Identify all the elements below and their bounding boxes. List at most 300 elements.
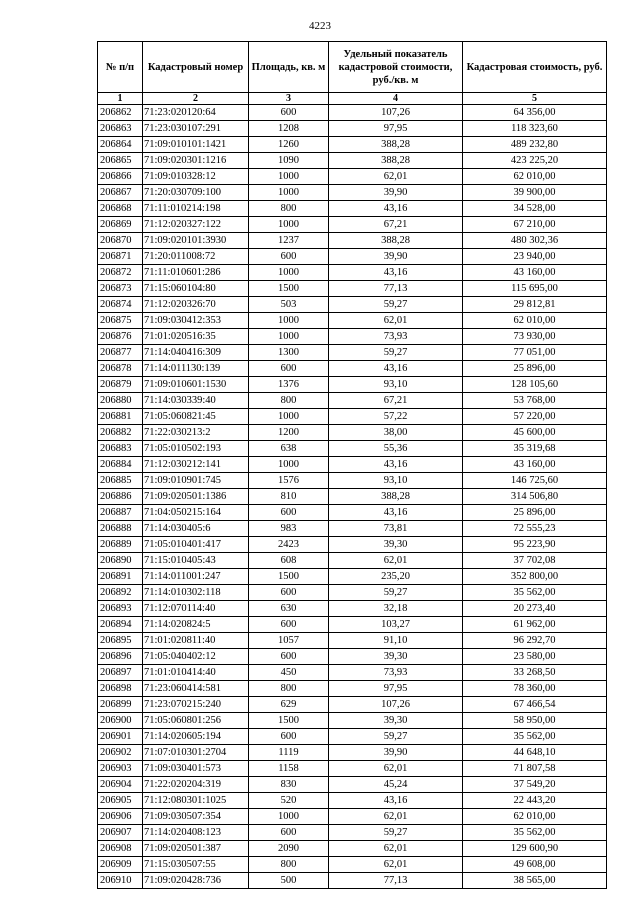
row-number-cell: 206881	[98, 409, 143, 425]
table-header-row	[98, 42, 607, 93]
area-cell: 830	[249, 777, 329, 793]
specific-value-cell: 388,28	[329, 153, 463, 169]
area-cell: 1000	[249, 169, 329, 185]
row-number-cell: 206904	[98, 777, 143, 793]
table-row	[98, 313, 607, 329]
cadastral-cost-cell: 146 725,60	[463, 473, 607, 489]
specific-value-cell: 45,24	[329, 777, 463, 793]
table-row	[98, 105, 607, 121]
cadastral-number-cell: 71:14:030405:6	[143, 521, 249, 537]
table-row	[98, 521, 607, 537]
cadastral-number-cell: 71:09:030401:573	[143, 761, 249, 777]
area-cell: 800	[249, 393, 329, 409]
table-row	[98, 345, 607, 361]
table-row	[98, 265, 607, 281]
table-row	[98, 457, 607, 473]
specific-value-cell: 43,16	[329, 265, 463, 281]
table-row	[98, 601, 607, 617]
cadastral-number-cell: 71:12:070114:40	[143, 601, 249, 617]
area-cell: 1300	[249, 345, 329, 361]
cadastral-cost-cell: 20 273,40	[463, 601, 607, 617]
cadastral-number-cell: 71:07:010301:2704	[143, 745, 249, 761]
row-number-cell: 206897	[98, 665, 143, 681]
cadastral-number-cell: 71:04:050215:164	[143, 505, 249, 521]
specific-value-cell: 57,22	[329, 409, 463, 425]
row-number-cell: 206887	[98, 505, 143, 521]
cadastral-number-cell: 71:23:060414:581	[143, 681, 249, 697]
area-cell: 1237	[249, 233, 329, 249]
cadastral-number-cell: 71:14:040416:309	[143, 345, 249, 361]
cadastral-cost-cell: 64 356,00	[463, 105, 607, 121]
area-cell: 600	[249, 729, 329, 745]
area-cell: 629	[249, 697, 329, 713]
area-cell: 1000	[249, 217, 329, 233]
specific-value-cell: 388,28	[329, 489, 463, 505]
row-number-cell: 206868	[98, 201, 143, 217]
area-cell: 983	[249, 521, 329, 537]
cadastral-number-cell: 71:14:010302:118	[143, 585, 249, 601]
cadastral-cost-cell: 118 323,60	[463, 121, 607, 137]
cadastral-number-cell: 71:09:010328:12	[143, 169, 249, 185]
area-cell: 800	[249, 681, 329, 697]
cadastral-cost-cell: 95 223,90	[463, 537, 607, 553]
cadastral-number-cell: 71:05:060801:256	[143, 713, 249, 729]
cadastral-cost-cell: 489 232,80	[463, 137, 607, 153]
specific-value-cell: 59,27	[329, 729, 463, 745]
cadastral-number-cell: 71:14:030339:40	[143, 393, 249, 409]
row-number-cell: 206870	[98, 233, 143, 249]
cadastral-cost-cell: 67 466,54	[463, 697, 607, 713]
table-row	[98, 553, 607, 569]
table-row	[98, 697, 607, 713]
table-row	[98, 505, 607, 521]
header-cadastral-cost: Кадастровая стоимость, руб.	[463, 42, 607, 93]
cadastral-number-cell: 71:15:060104:80	[143, 281, 249, 297]
area-cell: 1057	[249, 633, 329, 649]
cadastral-number-cell: 71:01:010414:40	[143, 665, 249, 681]
row-number-cell: 206889	[98, 537, 143, 553]
cadastral-number-cell: 71:11:010214:198	[143, 201, 249, 217]
cadastral-number-cell: 71:23:030107:291	[143, 121, 249, 137]
table-row	[98, 169, 607, 185]
row-number-cell: 206865	[98, 153, 143, 169]
area-cell: 600	[249, 249, 329, 265]
specific-value-cell: 59,27	[329, 297, 463, 313]
cadastral-cost-cell: 22 443,20	[463, 793, 607, 809]
column-index: 1	[98, 93, 143, 105]
table-row	[98, 185, 607, 201]
cadastral-cost-cell: 34 528,00	[463, 201, 607, 217]
cadastral-number-cell: 71:09:020428:736	[143, 873, 249, 889]
table-row	[98, 409, 607, 425]
area-cell: 2423	[249, 537, 329, 553]
header-row-number: № п/п	[98, 42, 143, 93]
row-number-cell: 206888	[98, 521, 143, 537]
area-cell: 638	[249, 441, 329, 457]
row-number-cell: 206871	[98, 249, 143, 265]
table-row	[98, 249, 607, 265]
row-number-cell: 206867	[98, 185, 143, 201]
specific-value-cell: 67,21	[329, 393, 463, 409]
cadastral-cost-cell: 35 562,00	[463, 585, 607, 601]
row-number-cell: 206906	[98, 809, 143, 825]
specific-value-cell: 103,27	[329, 617, 463, 633]
specific-value-cell: 388,28	[329, 137, 463, 153]
column-index: 4	[329, 93, 463, 105]
cadastral-number-cell: 71:22:020204:319	[143, 777, 249, 793]
area-cell: 1000	[249, 457, 329, 473]
cadastral-cost-cell: 62 010,00	[463, 169, 607, 185]
area-cell: 2090	[249, 841, 329, 857]
table-row	[98, 393, 607, 409]
row-number-cell: 206910	[98, 873, 143, 889]
row-number-cell: 206864	[98, 137, 143, 153]
cadastral-cost-cell: 61 962,00	[463, 617, 607, 633]
cadastral-cost-cell: 129 600,90	[463, 841, 607, 857]
area-cell: 1000	[249, 809, 329, 825]
area-cell: 1208	[249, 121, 329, 137]
specific-value-cell: 73,93	[329, 665, 463, 681]
cadastral-cost-cell: 49 608,00	[463, 857, 607, 873]
area-cell: 600	[249, 825, 329, 841]
cadastral-cost-cell: 58 950,00	[463, 713, 607, 729]
specific-value-cell: 55,36	[329, 441, 463, 457]
specific-value-cell: 107,26	[329, 105, 463, 121]
row-number-cell: 206878	[98, 361, 143, 377]
area-cell: 1000	[249, 313, 329, 329]
specific-value-cell: 62,01	[329, 809, 463, 825]
area-cell: 503	[249, 297, 329, 313]
header-cadastral-number: Кадастровый номер	[143, 42, 249, 93]
table-row	[98, 153, 607, 169]
specific-value-cell: 77,13	[329, 281, 463, 297]
table-row	[98, 473, 607, 489]
row-number-cell: 206902	[98, 745, 143, 761]
table-row	[98, 585, 607, 601]
cadastral-cost-cell: 57 220,00	[463, 409, 607, 425]
row-number-cell: 206907	[98, 825, 143, 841]
area-cell: 1119	[249, 745, 329, 761]
cadastral-number-cell: 71:23:020120:64	[143, 105, 249, 121]
specific-value-cell: 59,27	[329, 825, 463, 841]
row-number-cell: 206866	[98, 169, 143, 185]
table-row	[98, 201, 607, 217]
row-number-cell: 206898	[98, 681, 143, 697]
area-cell: 1000	[249, 409, 329, 425]
cadastral-cost-cell: 314 506,80	[463, 489, 607, 505]
table-row	[98, 441, 607, 457]
cadastral-number-cell: 71:09:020301:1216	[143, 153, 249, 169]
cadastral-number-cell: 71:11:010601:286	[143, 265, 249, 281]
area-cell: 800	[249, 201, 329, 217]
row-number-cell: 206903	[98, 761, 143, 777]
row-number-cell: 206893	[98, 601, 143, 617]
cadastral-cost-cell: 67 210,00	[463, 217, 607, 233]
cadastral-cost-cell: 73 930,00	[463, 329, 607, 345]
area-cell: 600	[249, 617, 329, 633]
table-row	[98, 649, 607, 665]
cadastral-cost-cell: 25 896,00	[463, 361, 607, 377]
header-specific-value: Удельный показатель кадастровой стоимости, руб./кв. м	[329, 42, 463, 93]
table-row	[98, 825, 607, 841]
area-cell: 600	[249, 649, 329, 665]
specific-value-cell: 93,10	[329, 473, 463, 489]
cadastral-number-cell: 71:14:020824:5	[143, 617, 249, 633]
row-number-cell: 206885	[98, 473, 143, 489]
table-row	[98, 745, 607, 761]
specific-value-cell: 39,90	[329, 745, 463, 761]
cadastral-number-cell: 71:05:010401:417	[143, 537, 249, 553]
area-cell: 600	[249, 361, 329, 377]
table-row	[98, 329, 607, 345]
table-row	[98, 297, 607, 313]
cadastral-cost-cell: 43 160,00	[463, 457, 607, 473]
cadastral-cost-cell: 35 319,68	[463, 441, 607, 457]
row-number-cell: 206879	[98, 377, 143, 393]
table-row	[98, 681, 607, 697]
column-index: 3	[249, 93, 329, 105]
cadastral-cost-cell: 77 051,00	[463, 345, 607, 361]
table-row	[98, 121, 607, 137]
specific-value-cell: 43,16	[329, 505, 463, 521]
area-cell: 608	[249, 553, 329, 569]
cadastral-cost-cell: 352 800,00	[463, 569, 607, 585]
cadastral-cost-cell: 62 010,00	[463, 809, 607, 825]
area-cell: 1500	[249, 281, 329, 297]
area-cell: 810	[249, 489, 329, 505]
cadastral-number-cell: 71:05:040402:12	[143, 649, 249, 665]
area-cell: 1376	[249, 377, 329, 393]
row-number-cell: 206886	[98, 489, 143, 505]
table-row	[98, 425, 607, 441]
row-number-cell: 206880	[98, 393, 143, 409]
area-cell: 1500	[249, 713, 329, 729]
table-row	[98, 617, 607, 633]
row-number-cell: 206900	[98, 713, 143, 729]
row-number-cell: 206862	[98, 105, 143, 121]
specific-value-cell: 62,01	[329, 761, 463, 777]
area-cell: 1090	[249, 153, 329, 169]
specific-value-cell: 39,30	[329, 713, 463, 729]
cadastral-number-cell: 71:09:010101:1421	[143, 137, 249, 153]
table-row	[98, 665, 607, 681]
cadastral-cost-cell: 23 580,00	[463, 649, 607, 665]
specific-value-cell: 62,01	[329, 857, 463, 873]
cadastral-cost-cell: 128 105,60	[463, 377, 607, 393]
cadastral-cost-cell: 96 292,70	[463, 633, 607, 649]
cadastral-number-cell: 71:14:011130:139	[143, 361, 249, 377]
specific-value-cell: 43,16	[329, 793, 463, 809]
table-row	[98, 489, 607, 505]
cadastral-number-cell: 71:14:011001:247	[143, 569, 249, 585]
row-number-cell: 206875	[98, 313, 143, 329]
cadastral-number-cell: 71:22:030213:2	[143, 425, 249, 441]
area-cell: 600	[249, 505, 329, 521]
area-cell: 1500	[249, 569, 329, 585]
row-number-cell: 206901	[98, 729, 143, 745]
table-row	[98, 569, 607, 585]
cadastral-cost-cell: 43 160,00	[463, 265, 607, 281]
column-index: 2	[143, 93, 249, 105]
cadastral-cost-cell: 71 807,58	[463, 761, 607, 777]
specific-value-cell: 62,01	[329, 553, 463, 569]
cadastral-cost-cell: 423 225,20	[463, 153, 607, 169]
row-number-cell: 206874	[98, 297, 143, 313]
area-cell: 1576	[249, 473, 329, 489]
cadastral-number-cell: 71:01:020516:35	[143, 329, 249, 345]
row-number-cell: 206869	[98, 217, 143, 233]
cadastral-number-cell: 71:09:010901:745	[143, 473, 249, 489]
table-row	[98, 137, 607, 153]
cadastral-cost-cell: 23 940,00	[463, 249, 607, 265]
specific-value-cell: 43,16	[329, 361, 463, 377]
specific-value-cell: 62,01	[329, 169, 463, 185]
area-cell: 520	[249, 793, 329, 809]
row-number-cell: 206890	[98, 553, 143, 569]
row-number-cell: 206872	[98, 265, 143, 281]
cadastral-number-cell: 71:12:030212:141	[143, 457, 249, 473]
table-row	[98, 281, 607, 297]
cadastral-number-cell: 71:12:020326:70	[143, 297, 249, 313]
row-number-cell: 206894	[98, 617, 143, 633]
area-cell: 1000	[249, 265, 329, 281]
table-row	[98, 873, 607, 889]
specific-value-cell: 59,27	[329, 345, 463, 361]
cadastral-value-table	[97, 41, 607, 889]
row-number-cell: 206899	[98, 697, 143, 713]
area-cell: 450	[249, 665, 329, 681]
table-row	[98, 841, 607, 857]
row-number-cell: 206877	[98, 345, 143, 361]
cadastral-cost-cell: 45 600,00	[463, 425, 607, 441]
header-area: Площадь, кв. м	[249, 42, 329, 93]
cadastral-cost-cell: 37 549,20	[463, 777, 607, 793]
table-row	[98, 713, 607, 729]
specific-value-cell: 107,26	[329, 697, 463, 713]
area-cell: 600	[249, 105, 329, 121]
specific-value-cell: 73,93	[329, 329, 463, 345]
cadastral-number-cell: 71:09:020501:1386	[143, 489, 249, 505]
specific-value-cell: 59,27	[329, 585, 463, 601]
row-number-cell: 206896	[98, 649, 143, 665]
row-number-cell: 206892	[98, 585, 143, 601]
specific-value-cell: 39,90	[329, 185, 463, 201]
cadastral-cost-cell: 53 768,00	[463, 393, 607, 409]
table-row	[98, 361, 607, 377]
table-row	[98, 537, 607, 553]
area-cell: 800	[249, 857, 329, 873]
cadastral-cost-cell: 78 360,00	[463, 681, 607, 697]
row-number-cell: 206863	[98, 121, 143, 137]
table-row	[98, 217, 607, 233]
specific-value-cell: 91,10	[329, 633, 463, 649]
column-index: 5	[463, 93, 607, 105]
specific-value-cell: 43,16	[329, 201, 463, 217]
cadastral-number-cell: 71:09:030507:354	[143, 809, 249, 825]
table-row	[98, 633, 607, 649]
row-number-cell: 206876	[98, 329, 143, 345]
cadastral-cost-cell: 39 900,00	[463, 185, 607, 201]
page-number: 4223	[309, 20, 331, 32]
table-body	[98, 105, 607, 889]
cadastral-cost-cell: 44 648,10	[463, 745, 607, 761]
cadastral-cost-cell: 35 562,00	[463, 825, 607, 841]
cadastral-cost-cell: 38 565,00	[463, 873, 607, 889]
cadastral-number-cell: 71:15:030507:55	[143, 857, 249, 873]
table-row	[98, 729, 607, 745]
table-row	[98, 777, 607, 793]
specific-value-cell: 93,10	[329, 377, 463, 393]
specific-value-cell: 97,95	[329, 121, 463, 137]
cadastral-cost-cell: 33 268,50	[463, 665, 607, 681]
row-number-cell: 206895	[98, 633, 143, 649]
cadastral-number-cell: 71:12:020327:122	[143, 217, 249, 233]
area-cell: 1200	[249, 425, 329, 441]
cadastral-number-cell: 71:05:010502:193	[143, 441, 249, 457]
row-number-cell: 206882	[98, 425, 143, 441]
row-number-cell: 206908	[98, 841, 143, 857]
cadastral-number-cell: 71:14:020605:194	[143, 729, 249, 745]
row-number-cell: 206884	[98, 457, 143, 473]
area-cell: 630	[249, 601, 329, 617]
table-column-index-row	[98, 93, 607, 105]
area-cell: 1158	[249, 761, 329, 777]
specific-value-cell: 43,16	[329, 457, 463, 473]
row-number-cell: 206883	[98, 441, 143, 457]
cadastral-cost-cell: 37 702,08	[463, 553, 607, 569]
specific-value-cell: 39,30	[329, 649, 463, 665]
specific-value-cell: 67,21	[329, 217, 463, 233]
specific-value-cell: 235,20	[329, 569, 463, 585]
area-cell: 1000	[249, 185, 329, 201]
specific-value-cell: 39,30	[329, 537, 463, 553]
specific-value-cell: 73,81	[329, 521, 463, 537]
specific-value-cell: 388,28	[329, 233, 463, 249]
table-row	[98, 857, 607, 873]
cadastral-cost-cell: 480 302,36	[463, 233, 607, 249]
cadastral-number-cell: 71:15:010405:43	[143, 553, 249, 569]
specific-value-cell: 77,13	[329, 873, 463, 889]
cadastral-number-cell: 71:09:020501:387	[143, 841, 249, 857]
table-row	[98, 233, 607, 249]
table-row	[98, 793, 607, 809]
cadastral-cost-cell: 25 896,00	[463, 505, 607, 521]
row-number-cell: 206891	[98, 569, 143, 585]
cadastral-number-cell: 71:05:060821:45	[143, 409, 249, 425]
cadastral-number-cell: 71:09:010601:1530	[143, 377, 249, 393]
cadastral-number-cell: 71:01:020811:40	[143, 633, 249, 649]
cadastral-cost-cell: 115 695,00	[463, 281, 607, 297]
specific-value-cell: 39,90	[329, 249, 463, 265]
area-cell: 1260	[249, 137, 329, 153]
row-number-cell: 206909	[98, 857, 143, 873]
cadastral-number-cell: 71:14:020408:123	[143, 825, 249, 841]
table-row	[98, 761, 607, 777]
table-row	[98, 377, 607, 393]
cadastral-cost-cell: 35 562,00	[463, 729, 607, 745]
specific-value-cell: 97,95	[329, 681, 463, 697]
cadastral-number-cell: 71:20:011008:72	[143, 249, 249, 265]
specific-value-cell: 62,01	[329, 313, 463, 329]
specific-value-cell: 62,01	[329, 841, 463, 857]
specific-value-cell: 38,00	[329, 425, 463, 441]
cadastral-cost-cell: 29 812,81	[463, 297, 607, 313]
cadastral-number-cell: 71:12:080301:1025	[143, 793, 249, 809]
area-cell: 500	[249, 873, 329, 889]
specific-value-cell: 32,18	[329, 601, 463, 617]
cadastral-cost-cell: 62 010,00	[463, 313, 607, 329]
area-cell: 1000	[249, 329, 329, 345]
